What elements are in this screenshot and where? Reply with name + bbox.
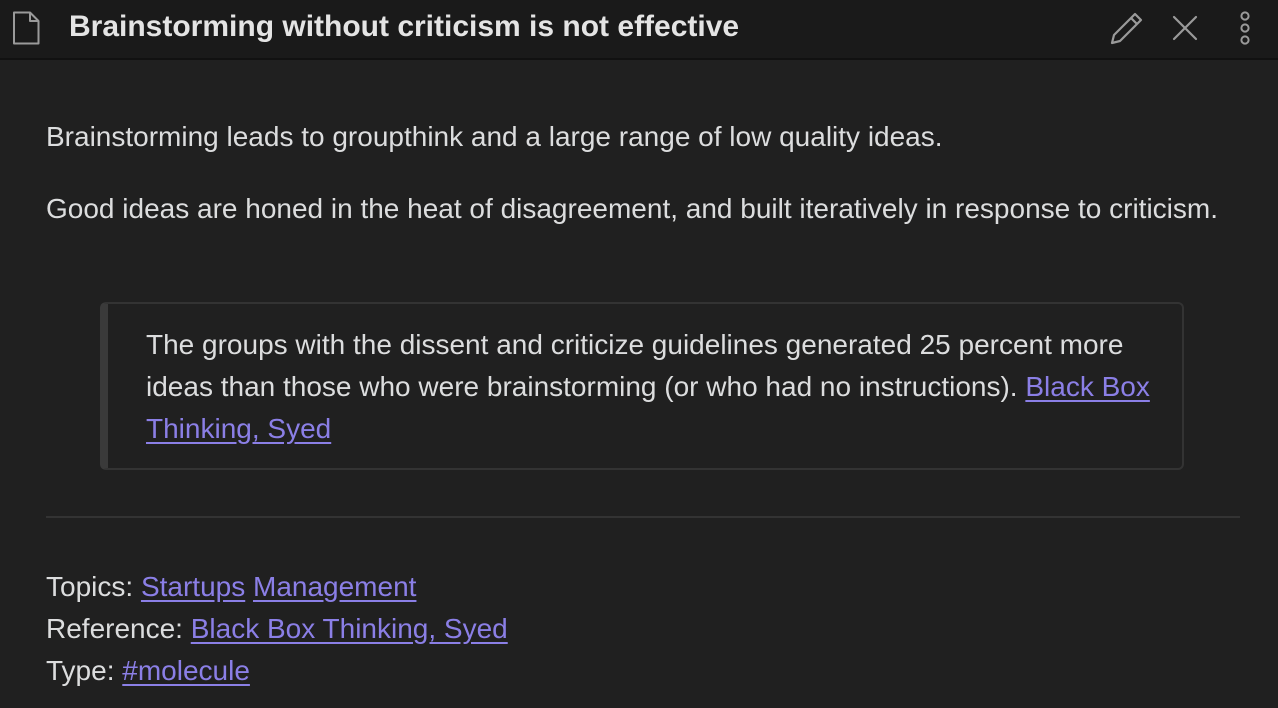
quote-source-link[interactable]: Black Box Thinking, Syed [146,371,1150,444]
more-options-button[interactable] [1225,8,1265,48]
close-icon [1165,8,1205,48]
close-button[interactable] [1165,8,1205,48]
topic-link-startups[interactable]: Startups [140,571,246,602]
blockquote [100,302,1184,470]
type-tag-link[interactable]: #molecule [122,655,250,686]
pencil-icon [1106,8,1146,48]
view-header [0,0,1278,60]
paragraph: Brainstorming leads to groupthink and a large range of low quality ideas. [46,121,943,152]
topics-label: Topics: [46,571,134,602]
paragraph: Good ideas are honed in the heat of disagreement, and built iteratively in response to criticism. [46,193,1218,224]
quote-text: The groups with the dissent and criticize guidelines generated 25 percent more ideas than those who were brainstorming (or who had no instructions). [146,329,1124,402]
reference-label: Reference: [46,613,183,644]
more-vertical-icon [1225,8,1265,48]
type-label: Type: [46,655,115,686]
reference-link[interactable]: Black Box Thinking, Syed [190,613,508,644]
topics-row [46,566,1240,608]
note-title: Brainstorming without criticism is not effective [69,10,740,43]
edit-button[interactable] [1106,8,1146,48]
file-icon [12,11,40,45]
reference-row [46,608,1240,650]
note-metadata [46,566,1240,692]
type-row [46,650,1240,692]
horizontal-rule [46,516,1240,518]
topic-link-management[interactable]: Management [253,571,417,602]
